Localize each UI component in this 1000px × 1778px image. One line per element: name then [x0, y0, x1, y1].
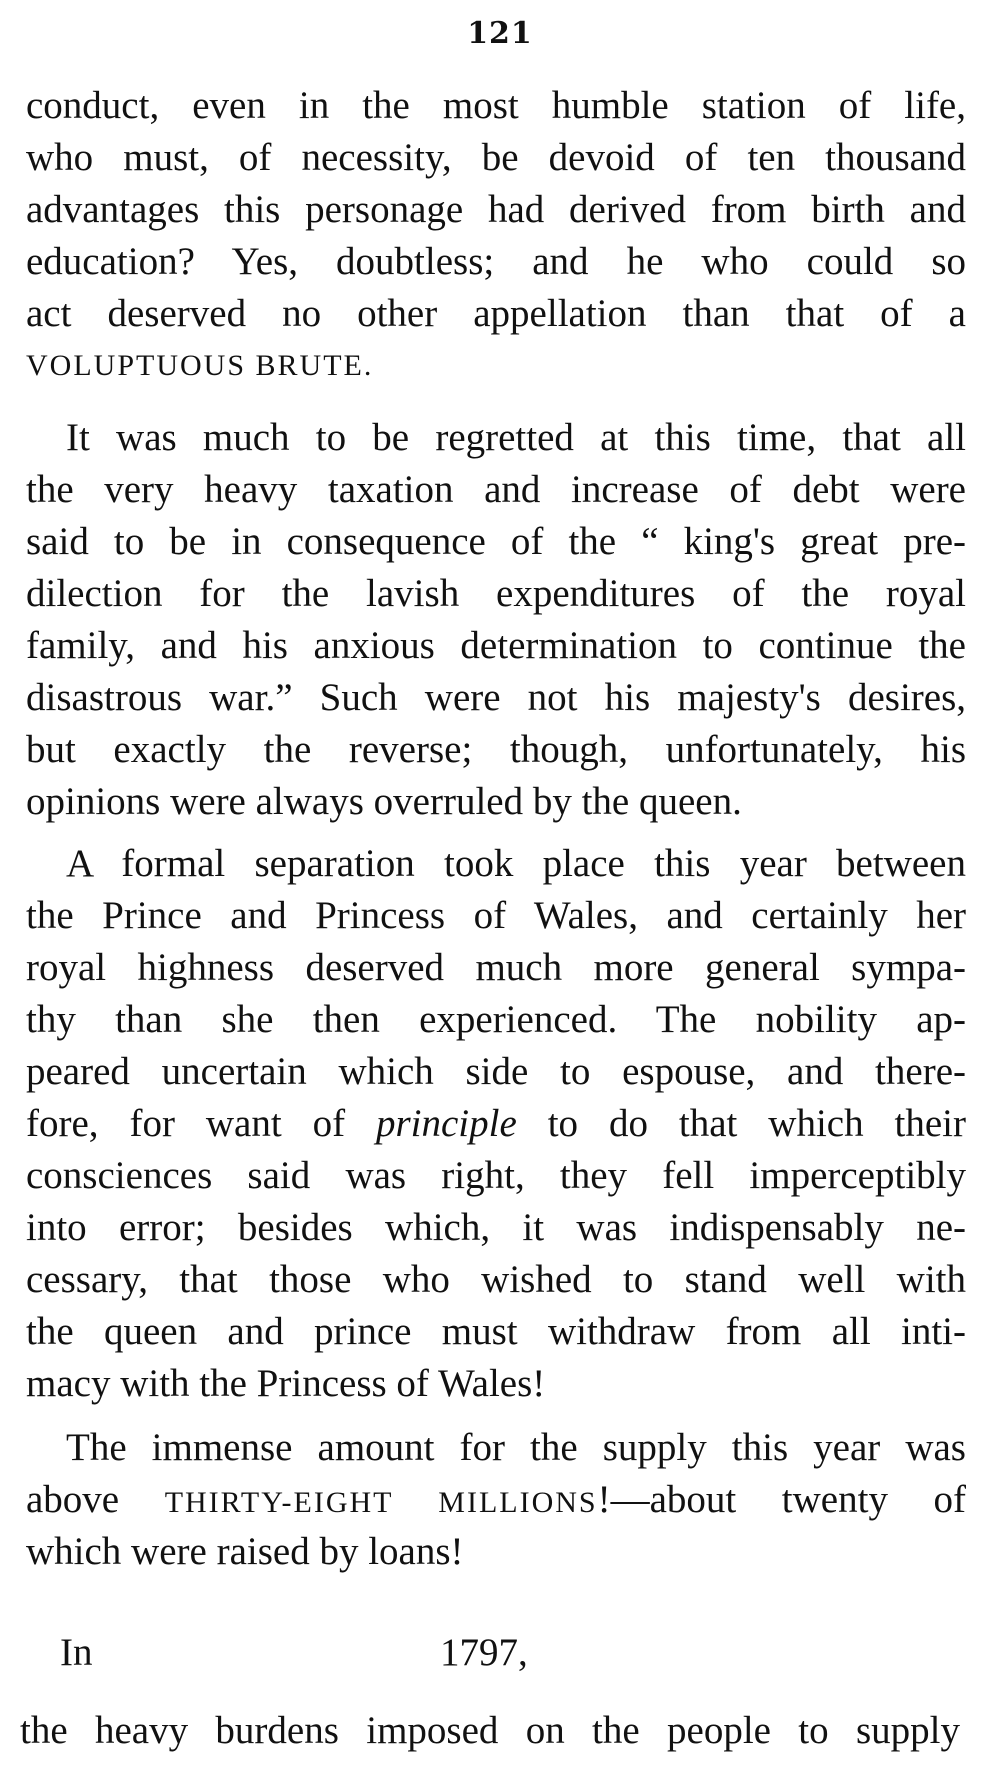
text-line: macy with the Princess of Wales!	[26, 1362, 546, 1405]
text-line: said to be in consequence of the “ king's great pre-	[26, 520, 966, 563]
text-line: into error; besides which, it was indispensably ne-	[26, 1206, 966, 1249]
text-line: consciences said was right, they fell imperceptibly	[26, 1154, 966, 1197]
section-year: 1797,	[440, 1631, 528, 1674]
text-line: the very heavy taxation and increase of debt were	[26, 468, 966, 511]
text-line: who must, of necessity, be devoid of ten thousand	[26, 136, 966, 179]
text-line: opinions were always overruled by the queen.	[26, 780, 742, 823]
text-line: education? Yes, doubtless; and he who could so	[26, 240, 966, 283]
paragraph-1	[26, 80, 966, 392]
paragraph-4	[26, 1422, 966, 1578]
small-caps-run: THIRTY-EIGHT MILLIONS	[164, 1486, 598, 1519]
text-line: royal highness deserved much more general sympa-	[26, 946, 966, 989]
text-run: to do that which their	[516, 1102, 966, 1145]
text-line: cessary, that those who wished to stand well with	[26, 1258, 966, 1301]
text-line-with-small-caps	[26, 1474, 966, 1526]
text-line: conduct, even in the most humble station of life,	[26, 84, 966, 127]
text-line: the Prince and Princess of Wales, and certainly her	[26, 894, 966, 937]
text-line: act deserved no other appellation than that of a	[26, 292, 966, 335]
text-line-small-caps: VOLUPTUOUS BRUTE.	[26, 349, 374, 382]
text-line: disastrous war.” Such were not his majesty's desires,	[26, 676, 966, 719]
text-line: dilection for the lavish expenditures of the royal	[26, 572, 966, 615]
paragraph-2	[26, 412, 966, 828]
paragraph-3	[26, 838, 966, 1410]
text-line: The immense amount for the supply this year was	[66, 1426, 966, 1469]
text-run: above	[26, 1478, 165, 1521]
text-line: thy than she then experienced. The nobility ap-	[26, 998, 966, 1041]
text-line: the queen and prince must withdraw from all inti-	[26, 1310, 966, 1353]
text-line: which were raised by loans!	[26, 1530, 464, 1573]
text-line: family, and his anxious determination to continue the	[26, 624, 966, 667]
text-run: !—about twenty of	[597, 1478, 967, 1521]
final-text-line: the heavy burdens imposed on the people to supply	[20, 1709, 960, 1752]
text-line: peared uncertain which side to espouse, and there-	[26, 1050, 966, 1093]
text-line: A formal separation took place this year between	[66, 842, 966, 885]
section-word: In	[60, 1631, 93, 1674]
text-line: advantages this personage had derived from birth and	[26, 188, 966, 231]
text-run: fore, for want of	[26, 1102, 376, 1145]
text-line-with-italic	[26, 1098, 966, 1150]
text-line: It was much to be regretted at this time, that all	[66, 416, 966, 459]
page-number: 121	[467, 16, 533, 51]
text-line: but exactly the reverse; though, unfortunately, his	[26, 728, 966, 771]
italic-word: principle	[375, 1102, 517, 1145]
